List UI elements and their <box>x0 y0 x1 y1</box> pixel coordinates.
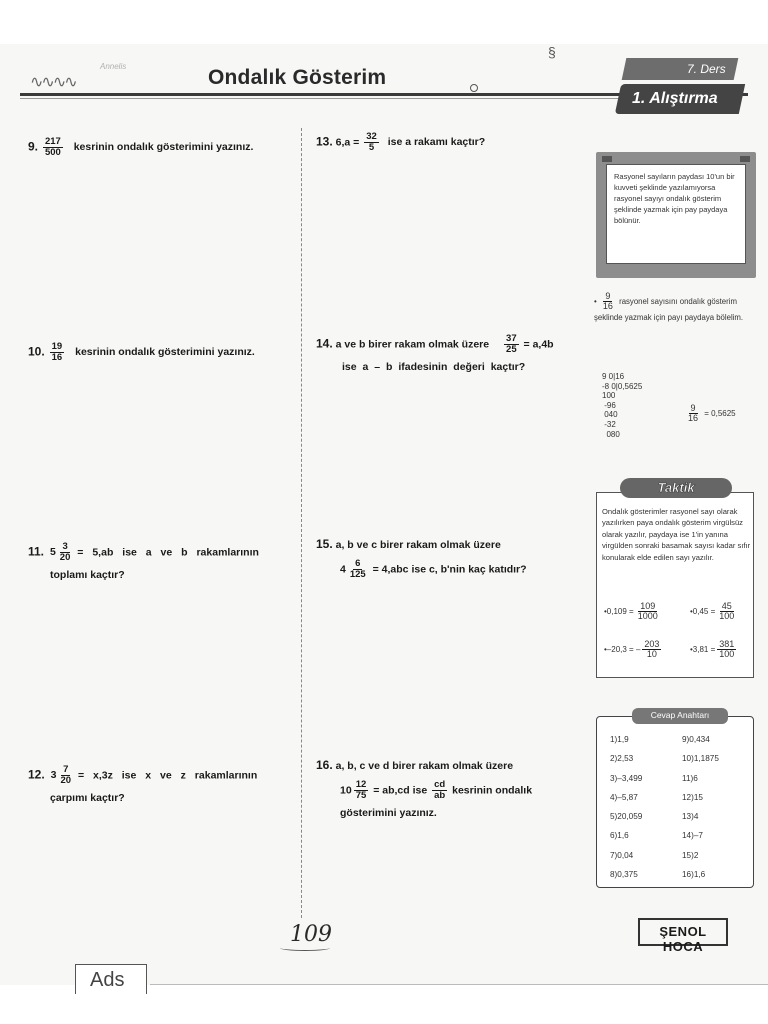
taktik-title <box>620 478 732 498</box>
whole-part: 5 <box>49 546 56 559</box>
fraction <box>686 404 700 424</box>
fraction <box>348 559 368 580</box>
brand-logo: ŞENOL HOCA <box>638 918 728 946</box>
denominator: 25 <box>506 343 517 355</box>
question-number: 11. <box>28 544 45 559</box>
page-title: Ondalık Gösterim <box>208 66 387 89</box>
note-text: Rasyonel sayıların paydası 10'un bir kuvveti şeklinde yazılamıyorsa rasyonel sayıyı ondalık gösterim şeklinde yazmak için pay paydaya bölünür. <box>606 164 746 264</box>
bullet-icon: • <box>594 297 597 306</box>
note-pin-icon <box>740 156 750 162</box>
answer-item: 3)–3,499 <box>610 773 643 783</box>
numerator: 381 <box>719 639 735 649</box>
numerator: 9 <box>605 291 611 301</box>
taktik-example <box>604 602 662 622</box>
denominator: 125 <box>349 568 366 580</box>
question-text-line3: gösterimini yazınız. <box>340 806 437 819</box>
top-margin <box>0 0 768 44</box>
example-lhs: •0,45 = <box>690 607 716 617</box>
question-text: a ve b birer rakam olmak üzere <box>335 338 490 351</box>
denominator: 16 <box>688 413 699 424</box>
question-number: 13. <box>316 134 333 149</box>
question-number: 15. <box>316 537 333 551</box>
example-text-block <box>594 292 760 324</box>
example-lhs: •3,81 = <box>690 645 716 655</box>
question-prefix: 6,a = <box>335 136 360 149</box>
question-text-line2: = 4,abc ise c, b'nin kaç katıdır? <box>372 562 527 575</box>
denominator: 16 <box>602 301 613 312</box>
question-number: 16. <box>316 758 333 772</box>
numerator: 217 <box>44 136 61 147</box>
denominator: 100 <box>719 611 735 622</box>
answer-item: 8)0,375 <box>610 870 638 880</box>
answer-item: 13)4 <box>682 812 699 822</box>
fraction <box>50 342 65 363</box>
denominator: 500 <box>44 146 61 158</box>
result-value: = 0,5625 <box>704 409 736 419</box>
fraction <box>354 780 369 801</box>
question-text: a, b, c ve d birer rakam olmak üzere <box>335 760 514 772</box>
question-text: a, b ve c birer rakam olmak üzere <box>335 539 501 551</box>
numerator: 19 <box>51 341 63 352</box>
answer-key-title: Cevap Anahtarı <box>632 708 728 724</box>
answer-item: 10)1,1875 <box>682 754 719 764</box>
numerator: 32 <box>366 131 377 142</box>
denominator: 20 <box>59 551 71 563</box>
exercise-tag <box>615 84 745 114</box>
fraction <box>717 602 736 622</box>
fraction <box>43 137 63 158</box>
answer-item: 15)2 <box>682 850 699 860</box>
question-text: ise a rakamı kaçtır? <box>387 136 486 149</box>
answer-column-right <box>682 730 719 884</box>
fraction <box>58 765 73 786</box>
question-line2 <box>340 780 591 801</box>
exercise-label: 1. Alıştırma <box>632 90 718 107</box>
answer-item: 14)–7 <box>682 831 703 841</box>
numerator: 109 <box>640 601 656 611</box>
division-line: 100 <box>602 391 616 401</box>
answer-item: 9)0,434 <box>682 735 710 744</box>
question-text-line2: toplamı kaçtır? <box>50 568 125 581</box>
denominator: 16 <box>51 351 63 363</box>
question-text: kesrinin ondalık gösterimini yazınız. <box>73 141 254 154</box>
denominator: ab <box>434 789 446 801</box>
fraction <box>504 334 519 355</box>
division-line: -96 <box>602 400 616 410</box>
page-number-underline <box>280 945 330 951</box>
division-line: -32 <box>602 419 616 429</box>
question-number: 10. <box>28 344 45 359</box>
fraction <box>636 602 660 622</box>
answer-item: 5)20,059 <box>610 812 643 822</box>
question-16 <box>316 758 591 820</box>
question-10 <box>28 342 255 363</box>
decorative-circle-icon <box>470 84 478 92</box>
numerator: 12 <box>355 778 367 790</box>
question-text-line2: kesrinin ondalık <box>452 783 533 796</box>
taktik-title-text: Taktik <box>657 480 695 495</box>
numerator: 6 <box>355 557 361 569</box>
example-lhs: •0,109 = <box>604 607 634 617</box>
answer-item: 2)2,53 <box>610 754 634 764</box>
long-division <box>602 372 672 439</box>
question-14 <box>316 334 591 375</box>
taktik-example <box>690 640 738 660</box>
denominator: 75 <box>355 789 367 801</box>
example-lhs: •–20,3 = – <box>604 645 641 655</box>
question-11 <box>28 542 298 583</box>
denominator: 20 <box>60 774 72 786</box>
fraction <box>642 640 661 660</box>
denominator: 5 <box>368 141 375 153</box>
taktik-text: Ondalık gösterimler rasyonel sayı olarak yazılırken paya ondalık gösterim virgülsüz olarak yazılır, paydaya ise 1'in yanına virgülden sonraki basamak sayısı kadar sıfır konularak elde edilen sayı yazılır. <box>602 507 751 562</box>
equation: = ab,cd ise <box>373 783 428 796</box>
taktik-example <box>690 602 738 622</box>
question-text: kesrinin ondalık gösterimini yazınız. <box>75 346 255 359</box>
note-pin-icon <box>602 156 612 162</box>
division-line: 9 0|16 <box>602 372 625 381</box>
taktik-example <box>604 640 663 660</box>
question-number: 9. <box>28 139 39 154</box>
answer-item: 7)0,04 <box>610 850 634 860</box>
whole-part: 10 <box>340 783 352 796</box>
question-13 <box>316 132 485 153</box>
denominator: 10 <box>646 649 657 660</box>
answer-item: 4)–5,87 <box>610 792 638 802</box>
lesson-tag <box>622 58 739 80</box>
question-12 <box>28 765 298 806</box>
denominator: 1000 <box>637 611 658 622</box>
division-result <box>684 404 736 424</box>
page-number: 109 <box>290 922 332 947</box>
question-number: 14. <box>316 336 333 351</box>
answer-item: 12)15 <box>682 792 703 802</box>
answer-column-left <box>610 730 642 884</box>
question-15 <box>316 537 591 580</box>
answer-item: 16)1,6 <box>682 870 706 880</box>
equation: = a,4b <box>523 338 554 351</box>
numerator: 37 <box>506 333 517 344</box>
answer-item: 1)1,9 <box>610 735 629 744</box>
numerator: 203 <box>644 639 660 649</box>
fraction <box>364 132 379 153</box>
decorative-spiral-icon: § <box>548 44 556 60</box>
header-rule-thin <box>20 98 620 99</box>
lesson-label: 7. Ders <box>687 62 726 76</box>
division-line: -8 0|0,5625 <box>602 381 643 391</box>
question-line2 <box>340 559 591 580</box>
decorative-swirl-icon: ∿∿∿∿ <box>30 74 76 91</box>
column-divider <box>301 128 302 918</box>
example-text: rasyonel sayısını ondalık gösterim şeklinde yazmak için payı paydaya bölelim. <box>594 297 744 322</box>
numerator: 9 <box>690 403 696 413</box>
bottom-rule <box>150 984 768 985</box>
whole-part: 4 <box>340 562 346 575</box>
answer-item: 11)6 <box>682 773 698 783</box>
question-text: = 5,ab ise a ve b rakamlarının <box>77 546 259 559</box>
numerator: 45 <box>721 601 732 611</box>
question-text: = x,3z ise x ve z rakamlarının <box>77 769 258 782</box>
ads-label[interactable]: Ads <box>75 964 147 994</box>
mini-logo: Annelis <box>100 62 127 71</box>
numerator: 7 <box>63 764 69 775</box>
question-text-line2: ise a – b ifadesinin değeri kaçtır? <box>342 360 526 373</box>
question-9 <box>28 137 253 158</box>
fraction <box>58 542 73 563</box>
numerator: cd <box>434 778 446 790</box>
answer-item: 6)1,6 <box>610 831 629 841</box>
denominator: 100 <box>719 649 735 660</box>
fraction-2 <box>432 780 447 801</box>
numerator: 3 <box>62 541 68 552</box>
question-text-line2: çarpımı kaçtır? <box>50 791 125 804</box>
info-note-card <box>596 152 756 278</box>
whole-part: 3 <box>50 769 57 782</box>
fraction <box>717 640 736 660</box>
division-line: 080 <box>602 429 620 439</box>
fraction <box>601 292 615 312</box>
question-number: 12. <box>28 767 45 782</box>
division-line: 040 <box>602 410 618 420</box>
